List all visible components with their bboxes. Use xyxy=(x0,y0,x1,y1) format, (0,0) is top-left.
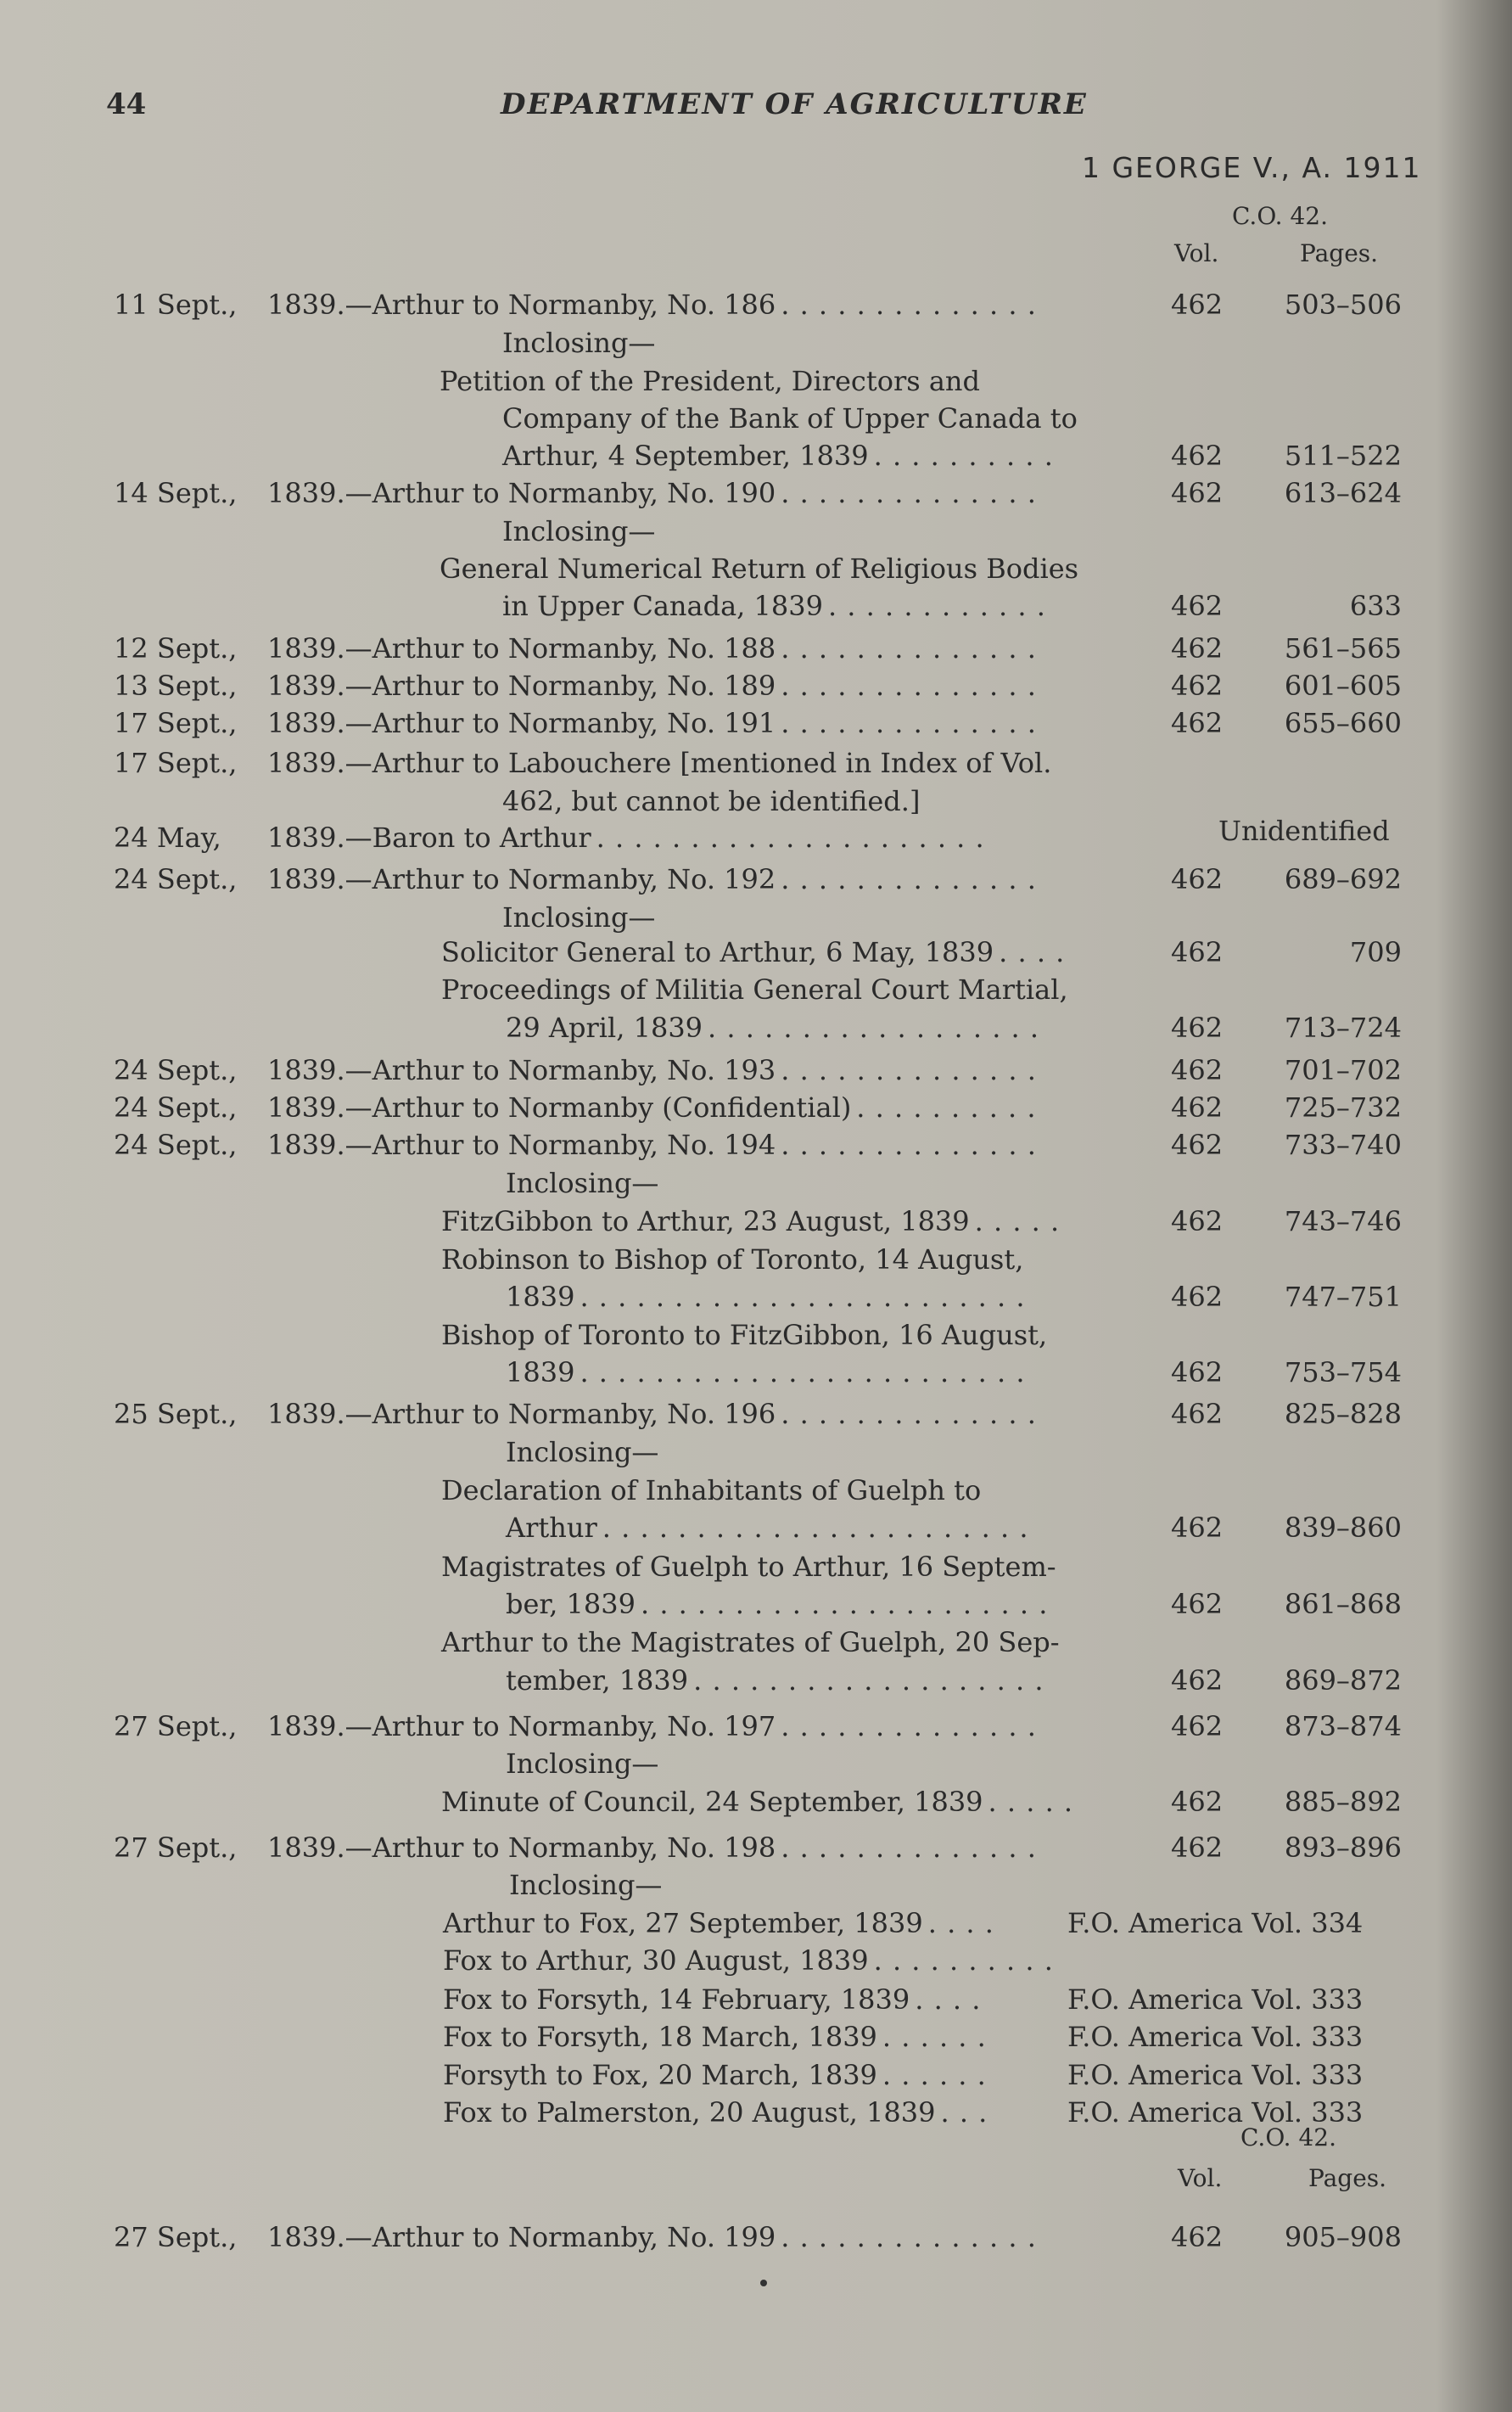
page-range: 633 xyxy=(1349,590,1402,622)
entry-subtext xyxy=(506,1588,1048,1620)
entry-title: Arthur xyxy=(506,1512,597,1544)
foreign-office-reference: F.O. America Vol. 333 xyxy=(1067,2021,1364,2053)
entry-title: Inclosing— xyxy=(502,901,656,934)
volume-number: 462 xyxy=(1171,1512,1224,1544)
entry-text xyxy=(267,822,985,854)
entry-title: 1839.—Arthur to Normanby, No. 186 xyxy=(267,289,776,321)
entry-date: 11 Sept., xyxy=(114,289,238,321)
page-range: 861–868 xyxy=(1284,1588,1402,1620)
volume-number: 462 xyxy=(1171,590,1224,622)
leader-dots: . . . . . . . . . . . . . . xyxy=(781,1710,1037,1742)
entry-text xyxy=(267,1831,1037,1864)
page-range: 689–692 xyxy=(1284,863,1402,895)
entry-subtext xyxy=(443,2096,988,2129)
entry-date: 27 Sept., xyxy=(114,1831,238,1864)
page-range: 701–702 xyxy=(1284,1054,1402,1086)
entry-date: 27 Sept., xyxy=(114,1710,238,1742)
entry-date: 14 Sept., xyxy=(114,477,238,509)
entry-subtext xyxy=(506,1012,1039,1044)
entry-title: Company of the Bank of Upper Canada to xyxy=(502,402,1078,435)
entry-subtext xyxy=(440,365,980,397)
entry-subtext xyxy=(502,515,655,547)
entry-title: 1839.—Arthur to Normanby, No. 194 xyxy=(267,1129,776,1161)
leader-dots: . . . . . . . . . . . . . . . . . . . . . . . . xyxy=(580,1281,1026,1313)
entry-title: 29 April, 1839 xyxy=(506,1012,703,1044)
leader-dots: . . . . . xyxy=(974,1205,1061,1237)
pages-column-header: Pages. xyxy=(1300,239,1379,267)
volume-number: 462 xyxy=(1171,477,1224,509)
leader-dots: . . . xyxy=(940,2096,988,2129)
entry-title: in Upper Canada, 1839 xyxy=(502,590,823,622)
leader-dots: . . . . . . . . . . . . . . . . . . . xyxy=(693,1664,1044,1697)
volume-number: 462 xyxy=(1171,1205,1224,1237)
entry-subtext xyxy=(502,901,655,934)
page-range: 503–506 xyxy=(1284,289,1402,321)
volume-number: 462 xyxy=(1171,863,1224,895)
entry-title: Arthur to Fox, 27 September, 1839 xyxy=(443,1907,923,1939)
page-range: 709 xyxy=(1349,936,1402,968)
entry-title: FitzGibbon to Arthur, 23 August, 1839 xyxy=(441,1205,970,1237)
entry-subtext xyxy=(506,1512,1029,1544)
entry-title: Robinson to Bishop of Toronto, 14 August, xyxy=(441,1243,1024,1276)
leader-dots: . . . . . . . . . . . . . . xyxy=(781,707,1037,739)
entry-title: General Numerical Return of Religious Bodies xyxy=(440,553,1079,585)
entry-text xyxy=(267,477,1037,509)
page-range: 873–874 xyxy=(1284,1710,1402,1742)
entry-subtext xyxy=(441,1474,981,1506)
entry-title: Declaration of Inhabitants of Guelph to xyxy=(441,1474,982,1506)
session-header: 1 GEORGE V., A. 1911 xyxy=(1082,151,1422,184)
entry-subtext xyxy=(443,1944,1054,1977)
foreign-office-reference: F.O. America Vol. 333 xyxy=(1067,2059,1364,2091)
page-mark xyxy=(760,2280,767,2286)
entry-title: tember, 1839 xyxy=(506,1664,689,1697)
foreign-office-reference: F.O. America Vol. 334 xyxy=(1067,1907,1364,1939)
entry-text xyxy=(267,747,1051,779)
volume-number: 462 xyxy=(1171,440,1224,472)
vol-column-header: Vol. xyxy=(1174,239,1219,267)
entry-title: Fox to Forsyth, 18 March, 1839 xyxy=(443,2021,877,2053)
leader-dots: . . . . . . . . . . . . . . . . . . . . . xyxy=(596,822,985,854)
leader-dots: . . . . . xyxy=(988,1786,1074,1818)
entry-subtext xyxy=(502,785,920,817)
entry-date: 24 Sept., xyxy=(114,1129,238,1161)
running-title: DEPARTMENT OF AGRICULTURE xyxy=(501,87,1088,121)
entry-title: Petition of the President, Directors and xyxy=(440,365,981,397)
entry-text xyxy=(267,1129,1037,1161)
entry-title: Arthur, 4 September, 1839 xyxy=(502,440,869,472)
entry-title: Fox to Arthur, 30 August, 1839 xyxy=(443,1944,869,1977)
page-range: 869–872 xyxy=(1284,1664,1402,1697)
entry-subtext xyxy=(506,1356,1026,1388)
page-range: 747–751 xyxy=(1284,1281,1402,1313)
leader-dots: . . . . . . . . . . xyxy=(873,1944,1054,1977)
entry-title: 1839 xyxy=(506,1356,575,1388)
entry-text xyxy=(267,707,1037,739)
volume-number: 462 xyxy=(1171,1281,1224,1313)
leader-dots: . . . . . . . . . . xyxy=(856,1091,1037,1124)
leader-dots: . . . . . . . . . . . . . . xyxy=(781,477,1037,509)
leader-dots: . . . . . . . . . . . . . . . . . . . . . . . xyxy=(602,1512,1029,1544)
entry-title: Inclosing— xyxy=(502,327,656,359)
leader-dots: . . . . . . . . . . . . . . . . . . . . . . . . xyxy=(580,1356,1026,1388)
volume-number: 462 xyxy=(1171,1129,1224,1161)
entry-text xyxy=(267,1054,1037,1086)
series-header-repeat: C.O. 42. xyxy=(1240,2123,1336,2151)
volume-number: 462 xyxy=(1171,1054,1224,1086)
entry-title: 1839.—Arthur to Normanby (Confidential) xyxy=(267,1091,852,1124)
leader-dots: . . . . . . . . . . . . . . xyxy=(781,1054,1037,1086)
entry-date: 24 Sept., xyxy=(114,863,238,895)
volume-number: 462 xyxy=(1171,1091,1224,1124)
volume-number: 462 xyxy=(1171,670,1224,702)
entry-date: 25 Sept., xyxy=(114,1398,238,1430)
entry-title: 1839.—Arthur to Normanby, No. 192 xyxy=(267,863,776,895)
entry-subtext xyxy=(506,1281,1026,1313)
leader-dots: . . . . . . . . . . . . . . xyxy=(781,632,1037,665)
leader-dots: . . . . . . . . . . . . . . xyxy=(781,2221,1037,2253)
volume-number: 462 xyxy=(1171,2221,1224,2253)
page-range: 511–522 xyxy=(1284,440,1402,472)
entry-subtext xyxy=(502,402,1078,435)
entry-title: Forsyth to Fox, 20 March, 1839 xyxy=(443,2059,877,2091)
leader-dots: . . . . . . . . . . . . . . xyxy=(781,1129,1037,1161)
entry-date: 17 Sept., xyxy=(114,747,238,779)
entry-subtext xyxy=(502,590,1046,622)
leader-dots: . . . . . . . . . . . . . . xyxy=(781,1831,1037,1864)
unidentified-note: Unidentified xyxy=(1218,815,1390,847)
page-range: 733–740 xyxy=(1284,1129,1402,1161)
page-range: 601–605 xyxy=(1284,670,1402,702)
leader-dots: . . . . . . . . . . . . . . xyxy=(781,670,1037,702)
page-range: 839–860 xyxy=(1284,1512,1402,1544)
volume-number: 462 xyxy=(1171,1664,1224,1697)
page-range: 725–732 xyxy=(1284,1091,1402,1124)
entry-subtext xyxy=(502,440,1054,472)
entry-title: 1839.—Arthur to Normanby, No. 196 xyxy=(267,1398,776,1430)
series-header: C.O. 42. xyxy=(1232,202,1328,230)
entry-text xyxy=(267,670,1037,702)
volume-number: 462 xyxy=(1171,1012,1224,1044)
entry-title: Fox to Forsyth, 14 February, 1839 xyxy=(443,1983,910,2016)
entry-text xyxy=(267,1091,1037,1124)
page-range: 905–908 xyxy=(1284,2221,1402,2253)
entry-subtext xyxy=(509,1869,662,1901)
page-range: 893–896 xyxy=(1284,1831,1402,1864)
entry-title: 1839.—Arthur to Normanby, No. 197 xyxy=(267,1710,776,1742)
volume-number: 462 xyxy=(1171,289,1224,321)
entry-text xyxy=(267,289,1037,321)
leader-dots: . . . . . . xyxy=(882,2021,987,2053)
volume-number: 462 xyxy=(1171,707,1224,739)
page-range: 885–892 xyxy=(1284,1786,1402,1818)
entry-title: Inclosing— xyxy=(509,1869,663,1901)
page-range: 753–754 xyxy=(1284,1356,1402,1388)
entry-title: Inclosing— xyxy=(506,1167,659,1199)
entry-subtext xyxy=(443,1983,981,2016)
entry-title: Arthur to the Magistrates of Guelph, 20 Sep- xyxy=(441,1626,1060,1658)
entry-subtext xyxy=(506,1747,658,1780)
entry-text xyxy=(267,1398,1037,1430)
leader-dots: . . . . . . . . . . . . . . xyxy=(781,289,1037,321)
page-range: 655–660 xyxy=(1284,707,1402,739)
entry-title: Inclosing— xyxy=(506,1747,659,1780)
volume-number: 462 xyxy=(1171,1588,1224,1620)
entry-title: 1839.—Arthur to Labouchere [mentioned in Index of Vol. xyxy=(267,747,1052,779)
entry-subtext xyxy=(441,1551,1056,1583)
entry-title: 1839.—Arthur to Normanby, No. 191 xyxy=(267,707,776,739)
volume-number: 462 xyxy=(1171,936,1224,968)
page-range: 561–565 xyxy=(1284,632,1402,665)
entry-date: 13 Sept., xyxy=(114,670,238,702)
entry-subtext xyxy=(441,936,1065,968)
entry-subtext xyxy=(441,1786,1073,1818)
entry-subtext xyxy=(506,1664,1044,1697)
volume-number: 462 xyxy=(1171,1398,1224,1430)
page-range: 713–724 xyxy=(1284,1012,1402,1044)
page-range: 743–746 xyxy=(1284,1205,1402,1237)
entry-subtext xyxy=(441,1243,1023,1276)
entry-text xyxy=(267,2221,1037,2253)
leader-dots: . . . . xyxy=(927,1907,994,1939)
page-range: 613–624 xyxy=(1284,477,1402,509)
entry-text xyxy=(267,863,1037,895)
entry-date: 24 Sept., xyxy=(114,1091,238,1124)
entry-date: 27 Sept., xyxy=(114,2221,238,2253)
entry-title: Solicitor General to Arthur, 6 May, 1839 xyxy=(441,936,994,968)
page-number: 44 xyxy=(106,87,147,121)
entry-date: 24 May, xyxy=(114,822,221,854)
entry-subtext xyxy=(440,553,1078,585)
volume-number: 462 xyxy=(1171,1786,1224,1818)
leader-dots: . . . . xyxy=(999,936,1066,968)
entry-subtext xyxy=(441,1319,1047,1351)
foreign-office-reference: F.O. America Vol. 333 xyxy=(1067,2096,1364,2129)
entry-title: 1839.—Arthur to Normanby, No. 193 xyxy=(267,1054,776,1086)
entry-subtext xyxy=(506,1436,658,1468)
leader-dots: . . . . xyxy=(915,1983,982,2016)
entry-title: Magistrates of Guelph to Arthur, 16 Septem- xyxy=(441,1551,1056,1583)
leader-dots: . . . . . . . . . . . . . . xyxy=(781,1398,1037,1430)
entry-subtext xyxy=(441,1626,1060,1658)
entry-date: 17 Sept., xyxy=(114,707,238,739)
entry-subtext xyxy=(502,327,655,359)
entry-title: 1839.—Arthur to Normanby, No. 198 xyxy=(267,1831,776,1864)
entry-title: 1839.—Baron to Arthur xyxy=(267,822,591,854)
volume-number: 462 xyxy=(1171,632,1224,665)
leader-dots: . . . . . . . . . . . . xyxy=(827,590,1046,622)
leader-dots: . . . . . . . . . . . . . . xyxy=(781,863,1037,895)
entry-title: 1839.—Arthur to Normanby, No. 190 xyxy=(267,477,776,509)
entry-title: Minute of Council, 24 September, 1839 xyxy=(441,1786,983,1818)
volume-number: 462 xyxy=(1171,1710,1224,1742)
entry-title: Inclosing— xyxy=(506,1436,659,1468)
entry-text xyxy=(267,632,1037,665)
entry-date: 12 Sept., xyxy=(114,632,238,665)
vol-column-header-repeat: Vol. xyxy=(1178,2164,1223,2192)
entry-title: 1839 xyxy=(506,1281,575,1313)
entry-title: Proceedings of Militia General Court Martial, xyxy=(441,973,1068,1006)
volume-number: 462 xyxy=(1171,1356,1224,1388)
entry-title: ber, 1839 xyxy=(506,1588,636,1620)
volume-number: 462 xyxy=(1171,1831,1224,1864)
entry-subtext xyxy=(443,2021,987,2053)
leader-dots: . . . . . . . . . . . . . . . . . . xyxy=(708,1012,1040,1044)
pages-column-header-repeat: Pages. xyxy=(1308,2164,1387,2192)
entry-title: 1839.—Arthur to Normanby, No. 199 xyxy=(267,2221,776,2253)
entry-title: Bishop of Toronto to FitzGibbon, 16 August, xyxy=(441,1319,1048,1351)
leader-dots: . . . . . . . . . . . . . . . . . . . . . . xyxy=(640,1588,1049,1620)
leader-dots: . . . . . . . . . . xyxy=(873,440,1054,472)
entry-title: Inclosing— xyxy=(502,515,656,547)
entry-title: 462, but cannot be identified.] xyxy=(502,785,921,817)
entry-title: 1839.—Arthur to Normanby, No. 189 xyxy=(267,670,776,702)
entry-subtext xyxy=(441,973,1068,1006)
leader-dots: . . . . . . xyxy=(882,2059,987,2091)
foreign-office-reference: F.O. America Vol. 333 xyxy=(1067,1983,1364,2016)
entry-date: 24 Sept., xyxy=(114,1054,238,1086)
entry-title: Fox to Palmerston, 20 August, 1839 xyxy=(443,2096,936,2129)
entry-text xyxy=(267,1710,1037,1742)
entry-title: 1839.—Arthur to Normanby, No. 188 xyxy=(267,632,776,665)
entry-subtext xyxy=(441,1205,1060,1237)
entry-subtext xyxy=(506,1167,658,1199)
entry-subtext xyxy=(443,2059,987,2091)
page-range: 825–828 xyxy=(1284,1398,1402,1430)
entry-subtext xyxy=(443,1907,994,1939)
